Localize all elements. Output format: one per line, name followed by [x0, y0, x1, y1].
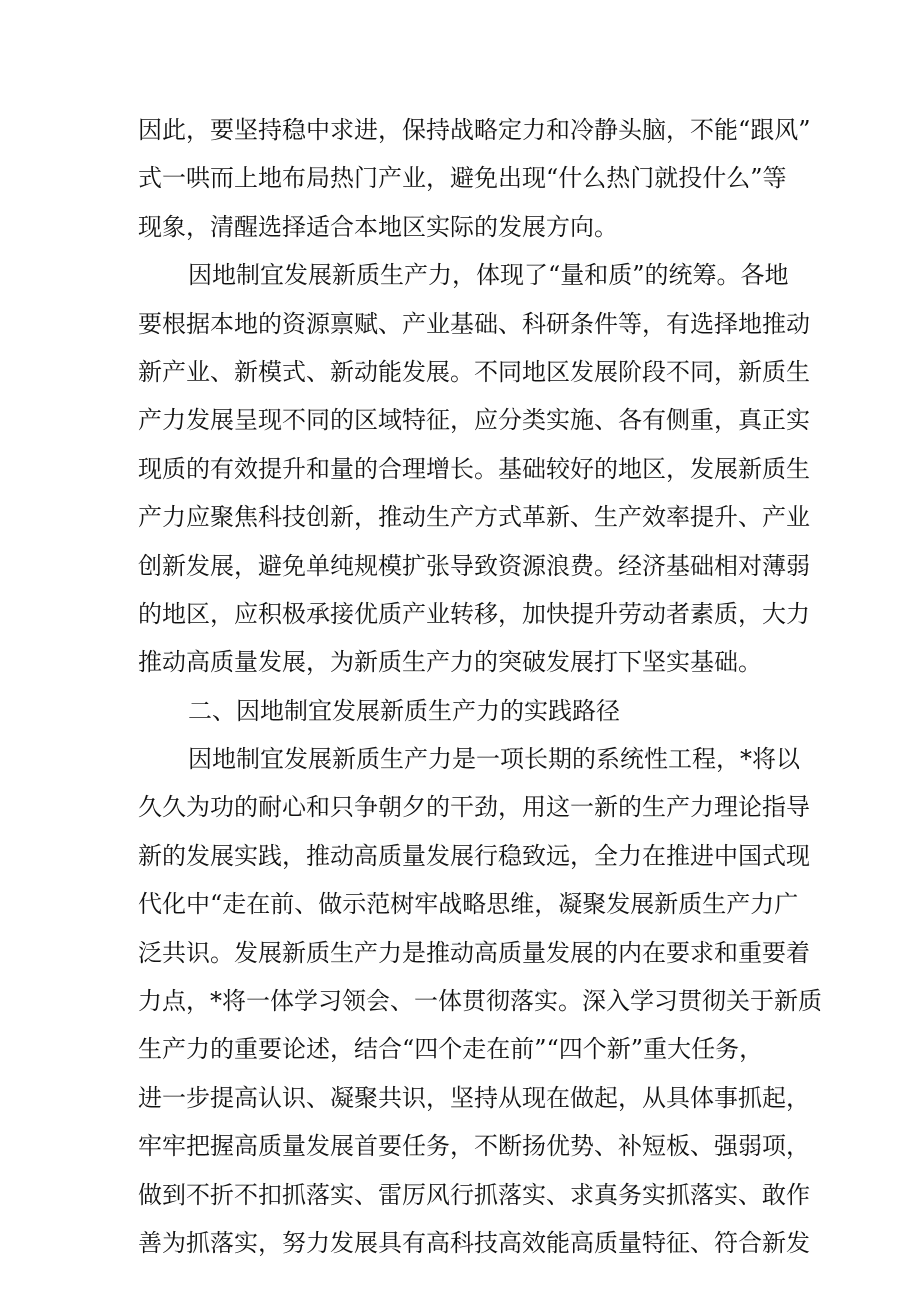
document-body — [138, 106, 822, 1267]
text-line: 久久为功的耐心和只争朝夕的干劲，用这一新的生产力理论指导 — [138, 793, 810, 822]
text-line: 现象，清醒选择适合本地区实际的发展方向。 — [138, 212, 618, 241]
text-line: 代化中“走在前、做示范树牢战略思维，凝聚发展新质生产力广 — [138, 890, 799, 919]
text-line: 推动高质量发展，为新质生产力的突破发展打下坚实基础。 — [138, 648, 762, 677]
paragraph-start-line: 因地制宜发展新质生产力，体现了“量和质”的统筹。各地 — [188, 261, 789, 290]
text-line: 力点，*将一体学习领会、一体贯彻落实。深入学习贯彻关于新质 — [138, 987, 822, 1016]
text-line: 生产力的重要论述，结合“四个走在前”“四个新”重大任务， — [138, 1035, 764, 1064]
section-heading: 二、因地制宜发展新质生产力的实践路径 — [188, 696, 620, 725]
text-line: 现质的有效提升和量的合理增长。基础较好的地区，发展新质生 — [138, 454, 810, 483]
text-line: 产力应聚焦科技创新，推动生产方式革新、生产效率提升、产业 — [138, 503, 810, 532]
text-line: 式一哄而上地布局热门产业，避免出现“什么热门就投什么”等 — [138, 164, 787, 193]
text-line: 牢牢把握高质量发展首要任务，不断扬优势、补短板、强弱项， — [138, 1132, 810, 1161]
text-line: 新产业、新模式、新动能发展。不同地区发展阶段不同，新质生 — [138, 357, 810, 386]
text-line: 的地区，应积极承接优质产业转移，加快提升劳动者素质，大力 — [138, 599, 810, 628]
text-line: 泛共识。发展新质生产力是推动高质量发展的内在要求和重要着 — [138, 938, 810, 967]
text-line: 做到不折不扣抓落实、雷厉风行抓落实、求真务实抓落实、敢作 — [138, 1180, 810, 1209]
text-line: 要根据本地的资源禀赋、产业基础、科研条件等，有选择地推动 — [138, 309, 810, 338]
text-line: 善为抓落实，努力发展具有高科技高效能高质量特征、符合新发 — [138, 1228, 810, 1257]
text-line: 因此，要坚持稳中求进，保持战略定力和冷静头脑，不能“跟风” — [138, 116, 811, 144]
text-line: 进一步提高认识、凝聚共识，坚持从现在做起，从具体事抓起， — [138, 1083, 810, 1112]
paragraph-start-line: 因地制宜发展新质生产力是一项长期的系统性工程，*将以 — [188, 745, 800, 774]
text-line: 产力发展呈现不同的区域特征，应分类实施、各有侧重，真正实 — [138, 406, 810, 435]
text-line: 新的发展实践，推动高质量发展行稳致远，全力在推进中国式现 — [138, 841, 810, 870]
text-line: 创新发展，避免单纯规模扩张导致资源浪费。经济基础相对薄弱 — [138, 551, 810, 580]
